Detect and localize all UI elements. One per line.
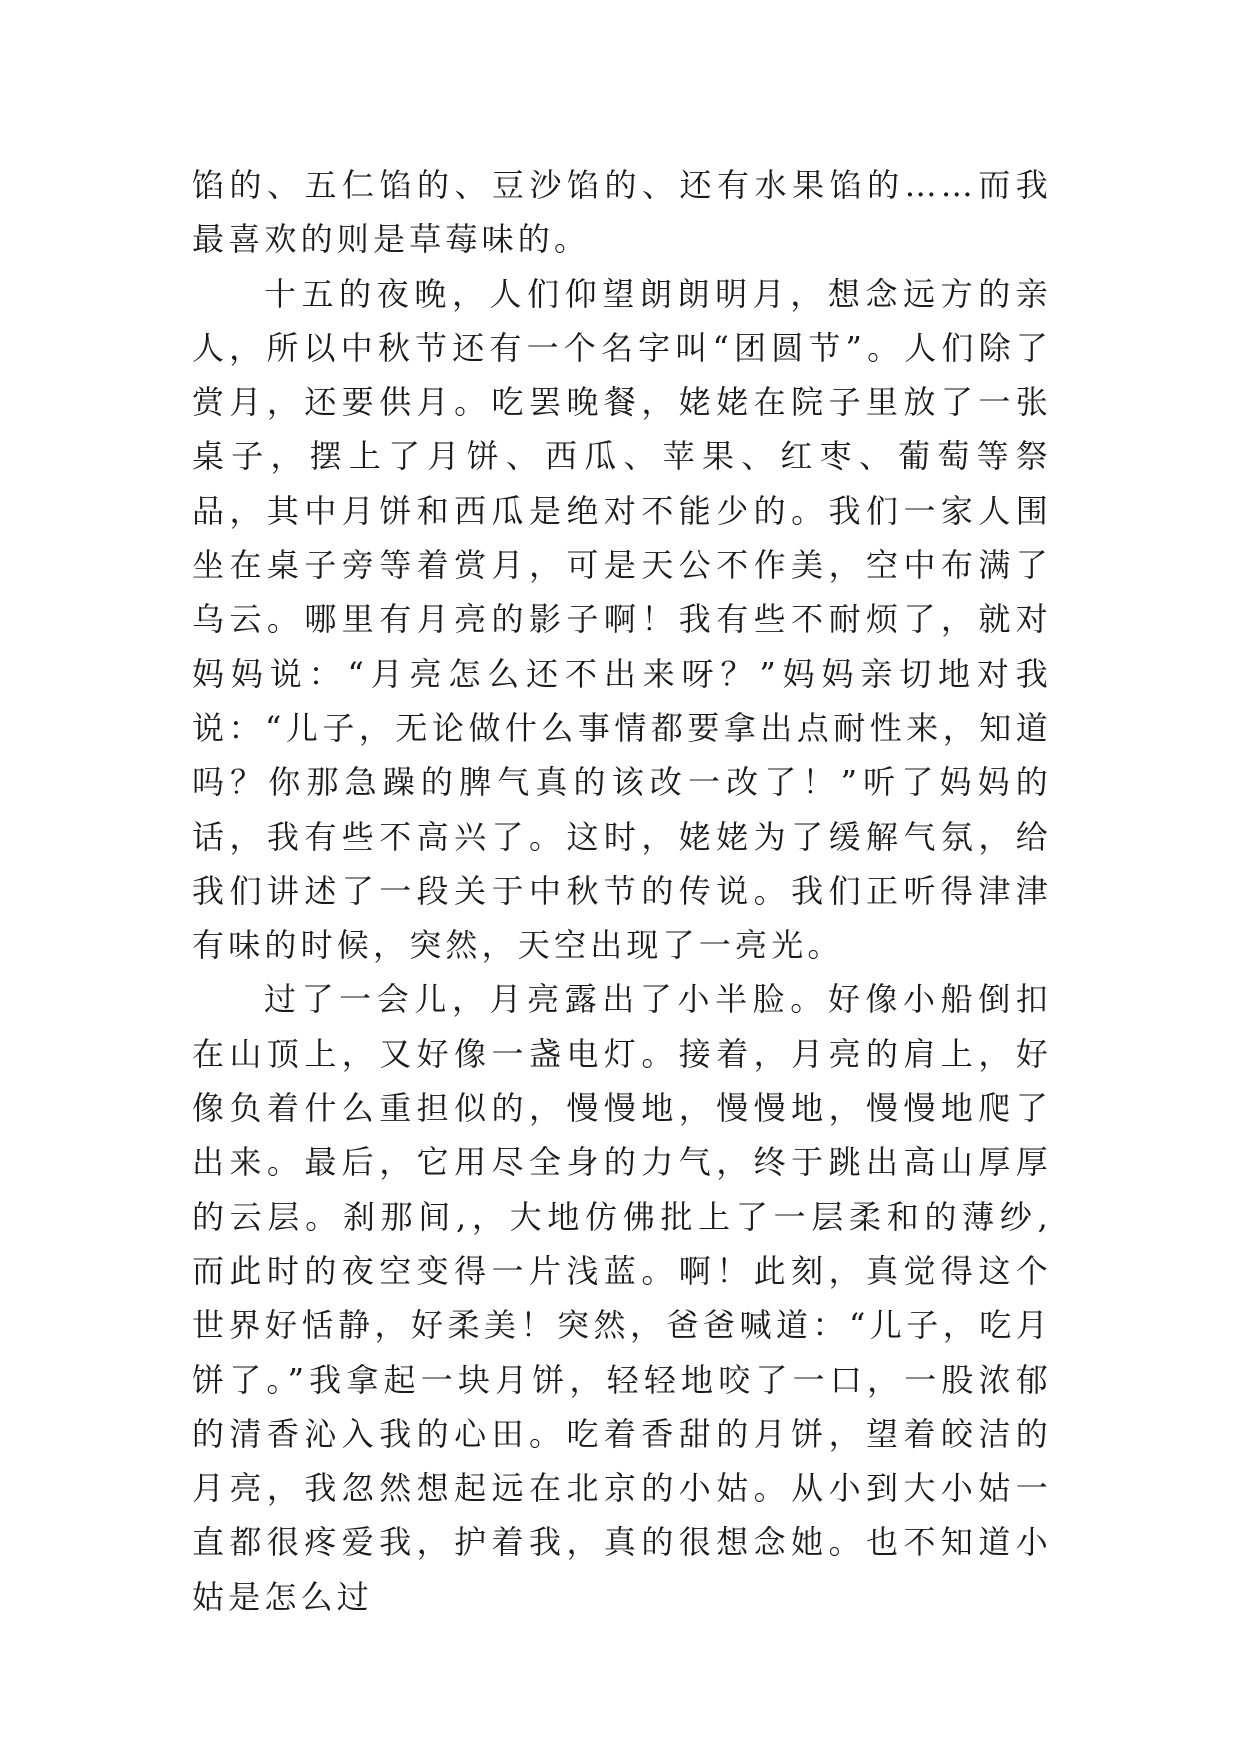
paragraph-2: 十五的夜晚，人们仰望朗朗明月，想念远方的亲人，所以中秋节还有一个名字叫“团圆节”。人们除了赏月，还要供月。吃罢晚餐，姥姥在院子里放了一张桌子，摆上了月饼、西瓜、苹果、红枣、葡萄等祭品，其中月饼和西瓜是绝对不能少的。我们一家人围坐在桌子旁等着赏月，可是天公不作美，空中布满了乌云。哪里有月亮的影子啊！我有些不耐烦了，就对妈妈说：“月亮怎么还不出来呀？”妈妈亲切地对我说：“儿子，无论做什么事情都要拿出点耐性来，知道吗？你那急躁的脾气真的该改一改了！”听了妈妈的话，我有些不高兴了。这时，姥姥为了缓解气氛，给我们讲述了一段关于中秋节的传说。我们正听得津津有味的时候，突然，天空出现了一亮光。	[192, 274, 1052, 965]
paragraph-3: 过了一会儿，月亮露出了小半脸。好像小船倒扣在山顶上，又好像一盏电灯。接着，月亮的肩上，好像负着什么重担似的，慢慢地，慢慢地，慢慢地爬了出来。最后，它用尽全身的力气，终于跳出高山厚厚的云层。刹那间,，大地仿佛批上了一层柔和的薄纱,而此时的夜空变得一片浅蓝。啊！此刻，真觉得这个世界好恬静，好柔美！突然，爸爸喊道：“儿子，吃月饼了。”我拿起一块月饼，轻轻地咬了一口，一股浓郁的清香沁入我的心田。吃着香甜的月饼，望着皎洁的月亮，我忽然想起远在北京的小姑。从小到大小姑一直都很疼爱我，护着我，真的很想念她。也不知道小姑是怎么过	[192, 980, 1052, 1616]
document-body	[192, 158, 1052, 1624]
paragraph-1: 馅的、五仁馅的、豆沙馅的、还有水果馅的……而我最喜欢的则是草莓味的。	[192, 166, 1052, 259]
